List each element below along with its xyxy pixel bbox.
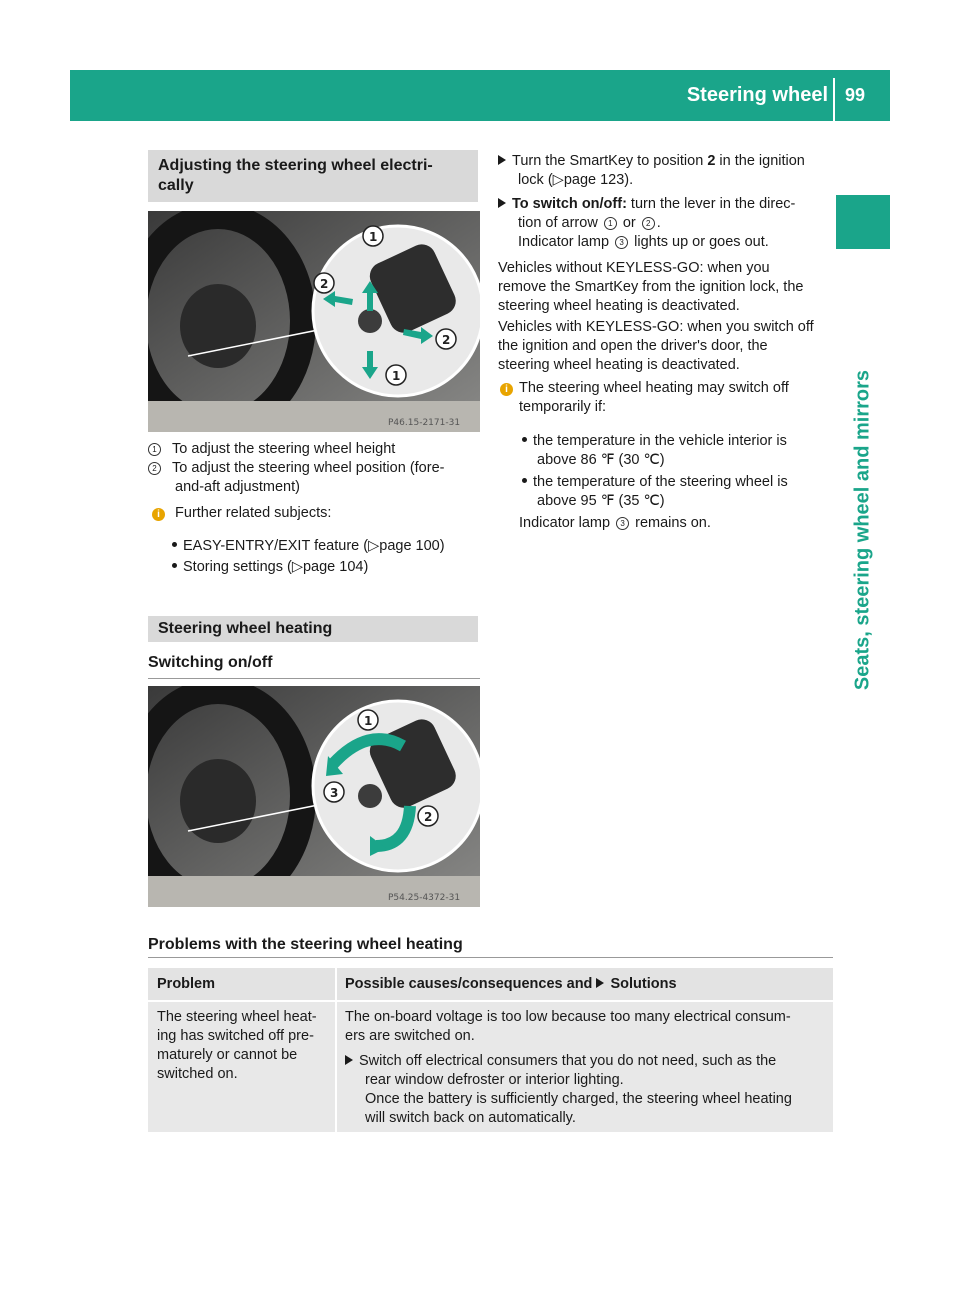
bullet-text: Storing settings ( [183, 559, 292, 575]
legend-item-1 [148, 440, 480, 459]
indicator-remains [519, 514, 839, 533]
step1-text-c: in the ignition [715, 153, 805, 169]
bullet2-line1: the temperature of the steering wheel is [533, 474, 788, 490]
step-switch-on-off [498, 195, 838, 252]
header-problem-label: Problem [157, 976, 216, 992]
svg-text:3: 3 [330, 786, 339, 800]
section-heading-line2: cally [158, 177, 194, 194]
problem-line1: The steering wheel heat- [157, 1009, 317, 1025]
solutions-arrow-icon [596, 978, 604, 988]
step-arrow-icon [498, 198, 506, 208]
svg-text:1: 1 [364, 714, 373, 728]
end-text-a: Indicator lamp [519, 515, 615, 531]
bullet-icon [172, 563, 177, 568]
heating-switch-illustration [148, 686, 480, 907]
legend-text-2b: and-aft adjustment) [175, 479, 300, 495]
cause-line2: ers are switched on. [345, 1028, 475, 1044]
header-separator [833, 78, 835, 121]
page-ref-triangle-icon: ▷ [368, 538, 380, 554]
table-header-problem [148, 968, 335, 1000]
end-text-b: remains on. [631, 515, 711, 531]
side-tab-marker [836, 195, 890, 249]
side-section-label: Seats, steering wheel and mirrors [851, 369, 874, 691]
section-heading-heating: Steering wheel heating [148, 616, 478, 642]
solution-line4: will switch back on automatically. [365, 1110, 576, 1126]
para-without-keyless [498, 259, 838, 316]
bullet-storing [172, 558, 368, 577]
svg-text:P54.25-4372-31: P54.25-4372-31 [388, 893, 461, 903]
legend-text-2a: To adjust the steering wheel position (fore- [172, 460, 445, 476]
info-icon: i [152, 508, 165, 521]
info-line2: temporarily if: [519, 399, 607, 415]
problem-line2: ing has switched off pre- [157, 1028, 314, 1044]
solution-line3: Once the battery is sufficiently charged, the steering wheel heating [365, 1091, 792, 1107]
problem-line3: maturely or cannot be [157, 1047, 298, 1063]
svg-text:1: 1 [369, 230, 378, 244]
header-title: Steering wheel [686, 84, 828, 106]
bullet1-line1: the temperature in the vehicle interior is [533, 433, 787, 449]
header-solutions-label: Solutions [610, 976, 677, 992]
page-ref-link[interactable]: page 104) [302, 559, 369, 575]
table-header-solutions [337, 968, 833, 1000]
step-arrow-icon [345, 1055, 353, 1065]
header-causes-label: Possible causes/consequences and [345, 976, 597, 992]
step2-text-e: Indicator lamp [518, 234, 614, 250]
step-turn-smartkey [498, 152, 838, 190]
info-heating-off [500, 379, 840, 417]
para2-line3: steering wheel heating is deactivated. [498, 357, 740, 373]
solution-line1: Switch off electrical consumers that you do not need, such as the [359, 1053, 777, 1069]
svg-text:2: 2 [424, 810, 433, 824]
para1-line3: steering wheel heating is deactivated. [498, 298, 740, 314]
problem-line4: switched on. [157, 1066, 238, 1082]
page-ref-link[interactable]: page 100) [379, 538, 445, 554]
cause-line1: The on-board voltage is too low because too many electrical consum- [345, 1009, 791, 1025]
bullet-icon [522, 437, 527, 442]
number-2-icon: 2 [642, 217, 655, 230]
bullet-wheel-temp [522, 473, 842, 511]
info-related [152, 504, 331, 523]
bullet-easy-entry [172, 537, 445, 556]
step2-text-f: lights up or goes out. [630, 234, 769, 250]
para2-line1: Vehicles with KEYLESS-GO: when you switch off [498, 319, 814, 335]
step2-bold: To switch on/off: [512, 196, 627, 212]
legend-text-1: To adjust the steering wheel height [172, 441, 396, 457]
page-number: 99 [845, 85, 866, 105]
para-with-keyless [498, 318, 838, 375]
number-1-icon: 1 [604, 217, 617, 230]
step2-text-b: tion of arrow [518, 215, 602, 231]
para1-line1: Vehicles without KEYLESS-GO: when you [498, 260, 770, 276]
bullet-interior-temp [522, 432, 842, 470]
svg-text:P46.15-2171-31: P46.15-2171-31 [388, 418, 461, 428]
number-3-icon: 3 [616, 517, 629, 530]
svg-text:1: 1 [392, 369, 401, 383]
number-1-icon: 1 [148, 443, 161, 456]
number-3-icon: 3 [615, 236, 628, 249]
page-ref-triangle-icon: ▷ [552, 172, 564, 188]
bullet-text: EASY-ENTRY/EXIT feature ( [183, 538, 369, 554]
number-2-icon: 2 [148, 462, 161, 475]
para1-line2: remove the SmartKey from the ignition lock, the [498, 279, 804, 295]
steering-adjust-illustration [148, 211, 480, 432]
page-ref-triangle-icon: ▷ [291, 559, 303, 575]
solution-line2: rear window defroster or interior lighting. [365, 1072, 624, 1088]
step2-text-a: turn the lever in the direc- [626, 196, 796, 212]
info-line1: The steering wheel heating may switch off [519, 380, 789, 396]
step1-text-d: lock ( [518, 172, 553, 188]
para2-line2: the ignition and open the driver's door, the [498, 338, 768, 354]
step2-text-d: . [656, 215, 661, 231]
bullet1-line2: above 86 ℉ (30 ℃) [537, 452, 665, 468]
step1-text-a: Turn the SmartKey to position [512, 153, 708, 169]
info-related-text: Further related subjects: [175, 505, 332, 521]
subheading-switching: Switching on/off [148, 654, 480, 679]
table-cell-solution [337, 1002, 833, 1132]
legend-item-2 [148, 459, 480, 497]
step-arrow-icon [498, 155, 506, 165]
table-cell-problem [148, 1002, 335, 1132]
svg-text:2: 2 [320, 277, 329, 291]
info-icon: i [500, 383, 513, 396]
step2-text-c: or [618, 215, 640, 231]
bullet-icon [522, 478, 527, 483]
section-heading-adjusting [148, 150, 478, 202]
bullet-icon [172, 542, 177, 547]
table-title: Problems with the steering wheel heating [148, 936, 833, 958]
section-heading-line1: Adjusting the steering wheel electri- [158, 157, 433, 174]
photo-heating-switch [148, 686, 480, 907]
bullet2-line2: above 95 ℉ (35 ℃) [537, 493, 665, 509]
svg-text:2: 2 [442, 333, 451, 347]
step1-position: 2 [707, 153, 716, 169]
photo-steering-adjust [148, 211, 480, 432]
page-ref-link[interactable]: page 123). [563, 172, 634, 188]
